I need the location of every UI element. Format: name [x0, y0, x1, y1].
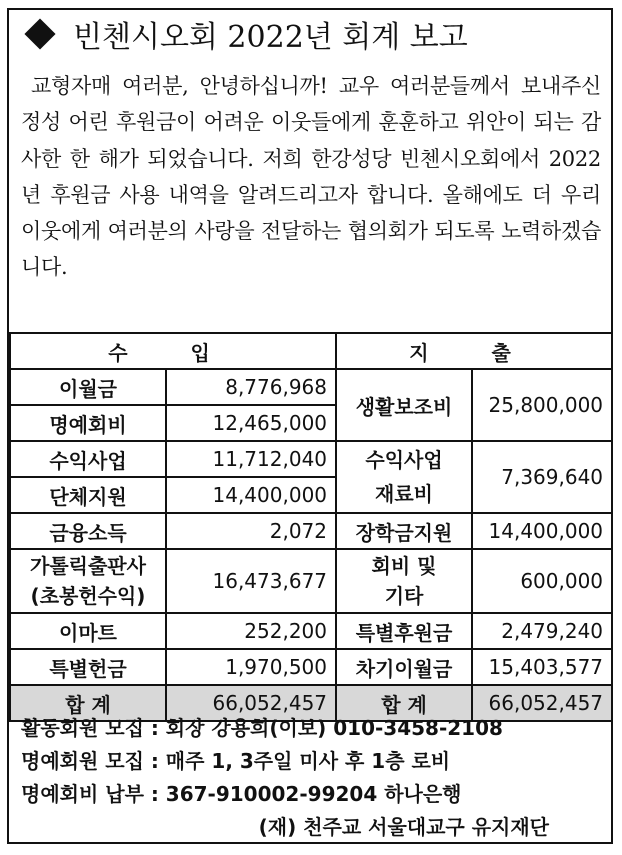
income-label: 가톨릭출판사 (초봉헌수익) — [10, 549, 166, 613]
dues-payment-account: 명예회비 납부 : 367-910002-99204 하나은행 — [21, 782, 462, 806]
income-amount: 14,400,000 — [166, 477, 336, 513]
income-header: 수 입 — [10, 333, 336, 369]
table-row — [10, 441, 612, 477]
income-amount: 1,970,500 — [166, 649, 336, 685]
report-title-row — [23, 12, 468, 64]
expense-label: 특별후원금 — [336, 613, 472, 649]
income-label: 단체지원 — [10, 477, 166, 513]
expense-label: 생활보조비 — [336, 369, 472, 441]
ledger-table — [9, 332, 613, 722]
expense-amount: 14,400,000 — [472, 513, 612, 549]
income-amount: 2,072 — [166, 513, 336, 549]
expense-amount: 15,403,577 — [472, 649, 612, 685]
table-row — [10, 649, 612, 685]
honorary-member-recruitment: 명예회원 모집 : 매주 1, 3주일 미사 후 1층 로비 — [21, 749, 451, 773]
table-row — [10, 549, 612, 613]
income-amount: 11,712,040 — [166, 441, 336, 477]
income-amount: 12,465,000 — [166, 405, 336, 441]
report-title: 빈첸시오회 2022년 회계 보고 — [73, 20, 468, 55]
income-total-label: 합 계 — [10, 685, 166, 721]
accounting-report-notice — [7, 8, 613, 844]
expense-amount: 600,000 — [472, 549, 612, 613]
income-label: 금융소득 — [10, 513, 166, 549]
contact-footer — [21, 712, 611, 844]
income-label: 명예회비 — [10, 405, 166, 441]
expense-header: 지 출 — [336, 333, 612, 369]
expense-label: 수익사업 재료비 — [336, 441, 472, 513]
expense-total-amount: 66,052,457 — [472, 685, 612, 721]
income-amount: 16,473,677 — [166, 549, 336, 613]
expense-label: 차기이월금 — [336, 649, 472, 685]
income-label: 이월금 — [10, 369, 166, 405]
table-row — [10, 613, 612, 649]
intro-paragraph: 교형자매 여러분, 안녕하십니까! 교우 여러분들께서 보내주신 정성 어린 후원금이 어려운 이웃들에게 훈훈하고 위안이 되는 감사한 한 해가 되었습니다. 저희 한강성당 빈첸시오회에서 2022년 후원금 사용 내역을 알려드리고자 합니다. 올해에도 더 우리 이웃에게 여러분의 사랑을 전달하는 협의회가 되도록 노력하겠습니다. — [21, 74, 601, 280]
income-total-amount: 66,052,457 — [166, 685, 336, 721]
income-label: 수익사업 — [10, 441, 166, 477]
income-amount: 8,776,968 — [166, 369, 336, 405]
income-amount: 252,200 — [166, 613, 336, 649]
expense-label: 장학금지원 — [336, 513, 472, 549]
income-label: 이마트 — [10, 613, 166, 649]
expense-amount: 25,800,000 — [472, 369, 612, 441]
table-row — [10, 513, 612, 549]
table-row — [10, 369, 612, 405]
expense-amount: 2,479,240 — [472, 613, 612, 649]
expense-total-label: 합 계 — [336, 685, 472, 721]
diamond-bullet-icon — [24, 18, 55, 49]
active-member-recruitment: 활동회원 모집 : 회장 강용희(이보) 010-3458-2108 — [21, 716, 503, 740]
expense-amount: 7,369,640 — [472, 441, 612, 513]
organization-name: (재) 천주교 서울대교구 유지재단 — [258, 815, 549, 839]
income-label: 특별헌금 — [10, 649, 166, 685]
expense-label: 회비 및 기타 — [336, 549, 472, 613]
ledger-header-row — [10, 333, 612, 369]
